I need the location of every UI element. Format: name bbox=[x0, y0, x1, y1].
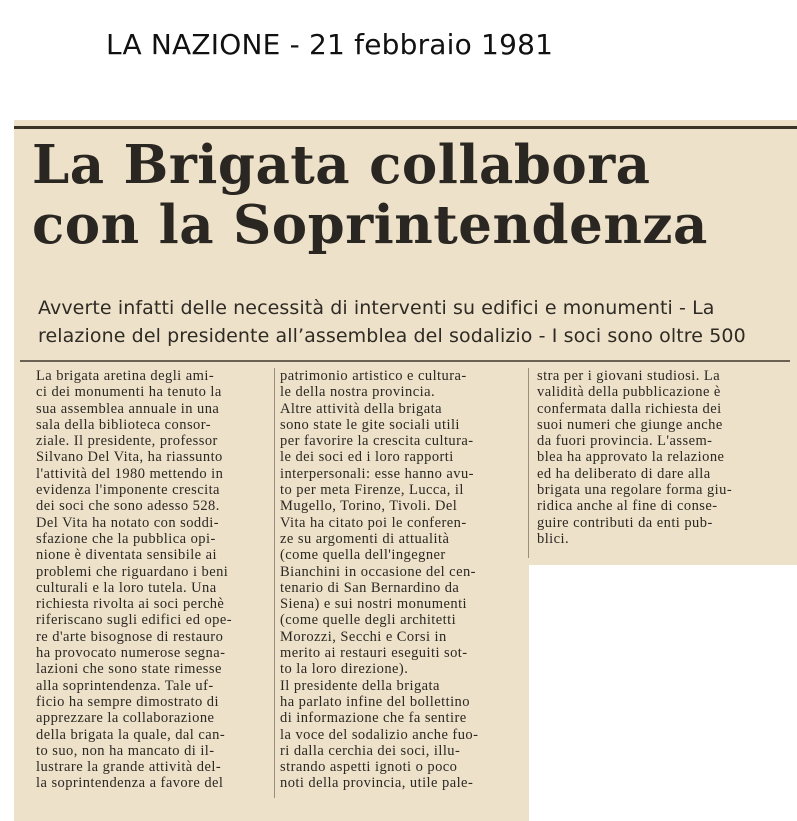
article-text-line: (come quella dell'ingegner bbox=[280, 547, 446, 564]
article-text-line: Il presidente della brigata bbox=[280, 677, 440, 694]
article-text-line: ridica anche al fine di conse- bbox=[537, 498, 718, 515]
article-text-line: Vita ha citato poi le conferen- bbox=[280, 514, 467, 531]
article-text-line: re d'arte bisognose di restauro bbox=[36, 628, 224, 645]
article-text-line: ze su argomenti di attualità bbox=[280, 530, 450, 547]
article-text-line: patrimonio artistico e cultura- bbox=[280, 368, 467, 384]
article-text-line: ziale. Il presidente, professor bbox=[36, 433, 218, 450]
article-text-line: riferiscano sugli edifici ed ope- bbox=[36, 612, 233, 629]
article-text-line: Mugello, Torino, Tivoli. Del bbox=[280, 498, 458, 515]
article-text-line: le dei soci ed i loro rapporti bbox=[280, 449, 454, 466]
article-text-line: guire contributi da enti pub- bbox=[537, 514, 713, 531]
article-text-line: ed ha deliberato di dare alla bbox=[537, 465, 711, 482]
headline-line: La Brigata collabora bbox=[32, 134, 651, 196]
column-separator bbox=[274, 368, 275, 798]
article-text-line: sfazione che la pubblica opi- bbox=[36, 530, 216, 547]
article-text-line: to la loro direzione). bbox=[280, 661, 409, 678]
article-text-line: confermata dalla richiesta dei bbox=[537, 400, 722, 417]
article-text-line: strando aspetti ignoti o poco bbox=[280, 759, 458, 776]
article-text-line: le della nostra provincia. bbox=[280, 384, 436, 401]
article-text-line: la soprintendenza a favore del bbox=[36, 775, 224, 792]
article-text-line: apprezzare la collaborazione bbox=[36, 710, 215, 727]
article-headline bbox=[32, 135, 792, 255]
article-text-line: dei soci che sono adesso 528. bbox=[36, 498, 220, 515]
article-text-line: richiesta rivolta ai soci perchè bbox=[36, 596, 225, 613]
page-caption: LA NAZIONE - 21 febbraio 1981 bbox=[106, 28, 554, 61]
headline-line: con la Soprintendenza bbox=[32, 194, 708, 256]
article-text-line: merito ai restauri eseguiti sot- bbox=[280, 645, 468, 662]
article-text-line: Siena) e sui nostri monumenti bbox=[280, 596, 468, 613]
article-text-line: l'attività del 1980 mettendo in bbox=[36, 465, 224, 482]
article-text-line: La brigata aretina degli ami- bbox=[36, 368, 215, 384]
article-text-line: la voce del sodalizio anche fuo- bbox=[280, 726, 479, 743]
article-text-line: noti della provincia, utile pale- bbox=[280, 775, 474, 792]
article-text-line: to per meta Firenze, Lucca, il bbox=[280, 482, 464, 499]
article-text-line: brigata una regolare forma giu- bbox=[537, 482, 733, 499]
article-column-3 bbox=[537, 368, 777, 547]
article-text-line: ri dalla cerchia dei soci, illu- bbox=[280, 742, 461, 759]
article-text-line: ci dei monumenti ha tenuto la bbox=[36, 384, 222, 401]
article-text-line: Silvano Del Vita, ha riassunto bbox=[36, 449, 223, 466]
article-text-line: lazioni che sono state rimesse bbox=[36, 661, 222, 678]
article-text-line: alla soprintendenza. Tale uf- bbox=[36, 677, 214, 694]
article-text-line: validità della pubblicazione è bbox=[537, 384, 721, 401]
article-text-line: ha parlato infine del bollettino bbox=[280, 693, 470, 710]
article-text-line: nione è diventata sensibile ai bbox=[36, 547, 218, 564]
clipping-cutout bbox=[529, 565, 797, 821]
article-text-line: Del Vita ha notato con soddi- bbox=[36, 514, 220, 531]
article-text-line: suoi numeri che giunge anche bbox=[537, 416, 723, 433]
article-text-line: Altre attività della brigata bbox=[280, 400, 442, 417]
article-text-line: sala della biblioteca consor- bbox=[36, 416, 212, 433]
article-text-line: di informazione che fa sentire bbox=[280, 710, 467, 727]
article-text-line: (come quelle degli architetti bbox=[280, 612, 457, 629]
top-rule bbox=[14, 126, 797, 129]
article-text-line: della brigata la quale, dal can- bbox=[36, 726, 226, 743]
article-text-line: to suo, non ha mancato di il- bbox=[36, 742, 215, 759]
article-subheadline bbox=[38, 294, 788, 350]
article-column-2 bbox=[280, 368, 516, 792]
article-text-line: blea ha approvato la relazione bbox=[537, 449, 725, 466]
column-separator bbox=[528, 368, 529, 558]
article-text-line: stra per i giovani studiosi. La bbox=[537, 368, 721, 384]
article-text-line: culturali e la loro tutela. Una bbox=[36, 579, 217, 596]
article-text-line: Bianchini in occasione del cen- bbox=[280, 563, 476, 580]
subheadline-rule bbox=[20, 360, 790, 362]
article-text-line: lustrare la grande attività del- bbox=[36, 759, 222, 776]
article-text-line: interpersonali: esse hanno avu- bbox=[280, 465, 474, 482]
article-column-1 bbox=[36, 368, 268, 792]
article-text-line: blici. bbox=[537, 530, 570, 547]
article-text-line: sono state le gite sociali utili bbox=[280, 416, 460, 433]
article-text-line: evidenza l'imponente crescita bbox=[36, 482, 220, 499]
article-text-line: Morozzi, Secchi e Corsi in bbox=[280, 628, 447, 645]
article-text-line: problemi che riguardano i beni bbox=[36, 563, 229, 580]
subheadline-line: Avverte infatti delle necessità di interventi su edifici e monumenti - La bbox=[38, 297, 715, 319]
article-text-line: da fuori provincia. L'assem- bbox=[537, 433, 713, 450]
subheadline-line: relazione del presidente all’assemblea del sodalizio - I soci sono oltre 500 bbox=[38, 325, 746, 347]
article-text-line: sua assemblea annuale in una bbox=[36, 400, 220, 417]
article-text-line: tenario di San Bernardino da bbox=[280, 579, 460, 596]
article-text-line: per favorire la crescita cultura- bbox=[280, 433, 474, 450]
article-text-line: ha provocato numerose segna- bbox=[36, 645, 226, 662]
article-text-line: ficio ha sempre dimostrato di bbox=[36, 693, 219, 710]
